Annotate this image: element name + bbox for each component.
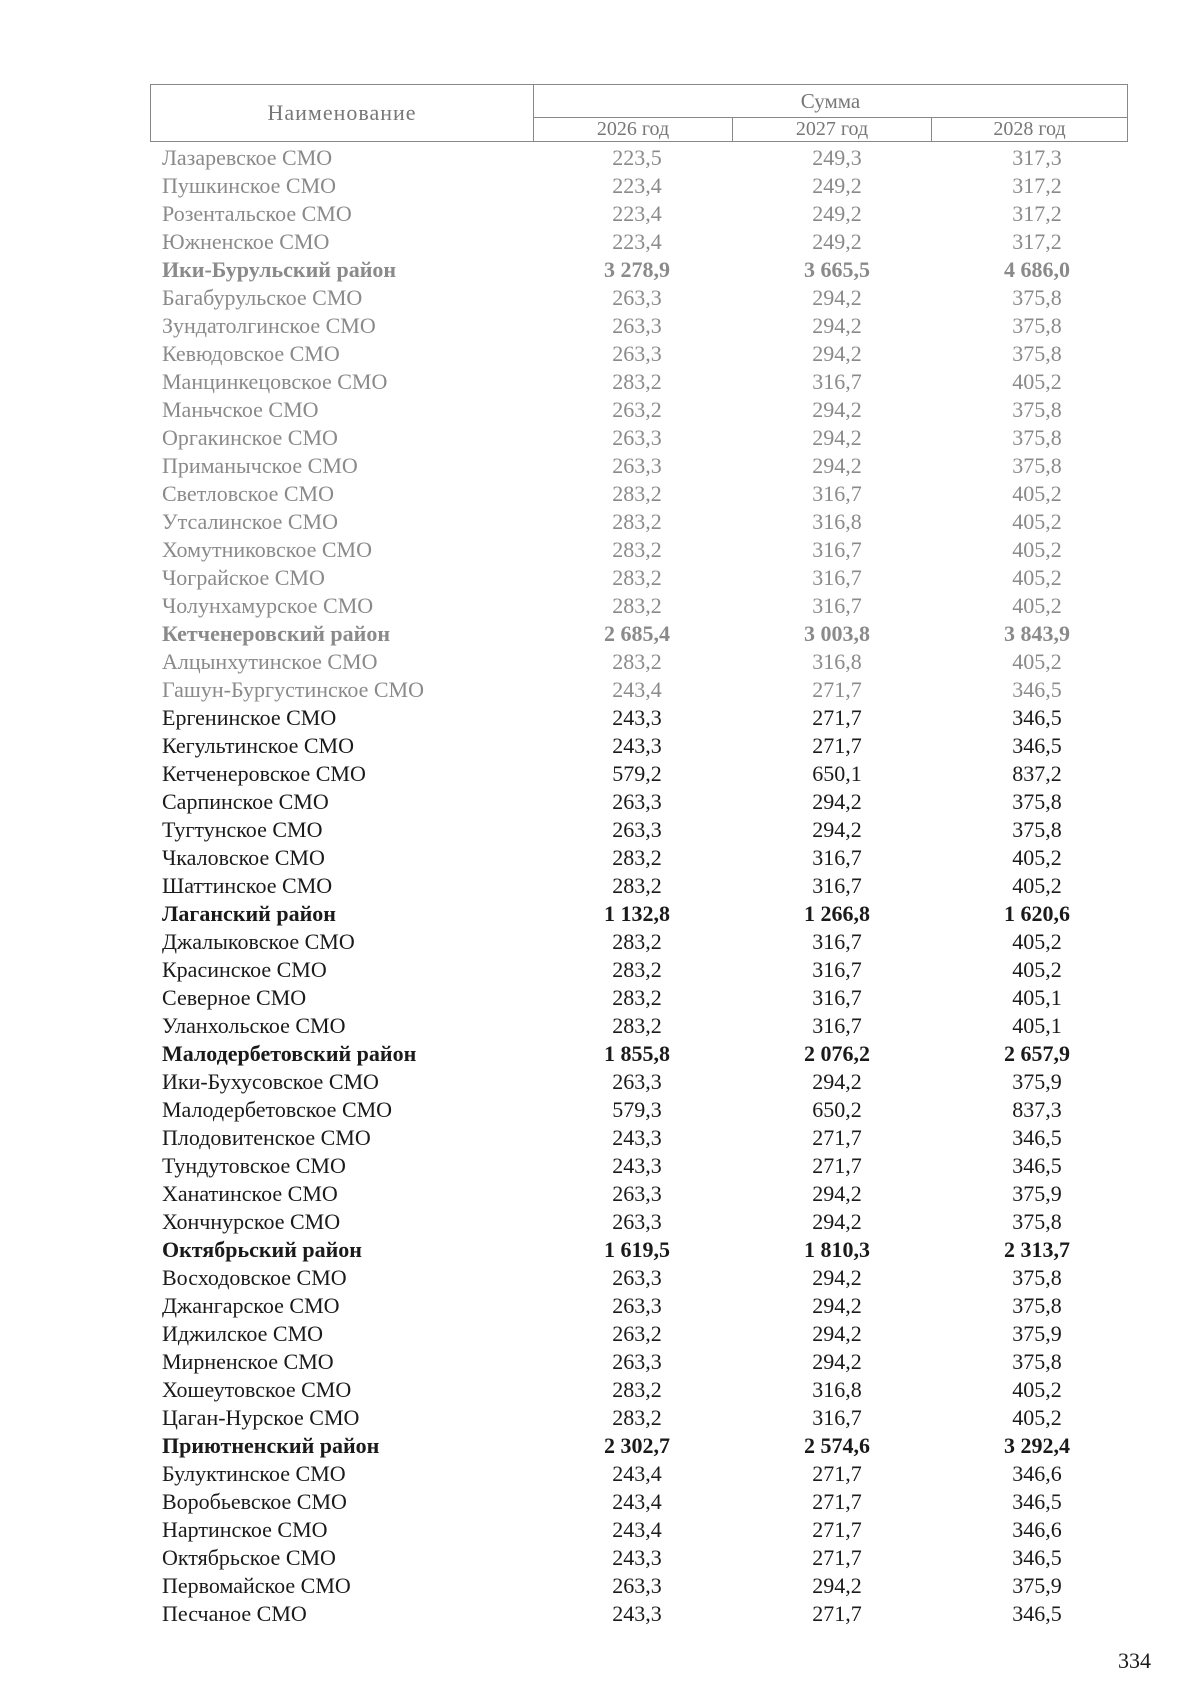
row-name: Хомутниковское СМО xyxy=(162,537,372,562)
row-value-2026: 263,3 xyxy=(612,1349,662,1374)
row-name: Светловское СМО xyxy=(162,481,334,506)
header-year-2028: 2028 год xyxy=(993,118,1066,140)
row-value-2026: 223,4 xyxy=(612,173,662,198)
row-name: Зундатолгинское СМО xyxy=(162,313,376,338)
row-value-2028: 375,8 xyxy=(1012,285,1062,310)
row-name: Джангарское СМО xyxy=(162,1293,340,1318)
row-value-2026: 243,4 xyxy=(612,1517,662,1542)
row-value-2027: 271,7 xyxy=(812,1601,862,1626)
row-value-2026: 243,3 xyxy=(612,1153,662,1178)
row-value-2026: 243,4 xyxy=(612,1489,662,1514)
table-row xyxy=(0,1376,1200,1404)
row-value-2027: 271,7 xyxy=(812,705,862,730)
row-value-2028: 405,2 xyxy=(1012,845,1062,870)
row-value-2027: 650,1 xyxy=(812,761,862,786)
header-name: Наименование xyxy=(151,85,534,141)
row-value-2028: 405,2 xyxy=(1012,957,1062,982)
row-value-2027: 316,7 xyxy=(812,845,862,870)
row-value-2028: 375,9 xyxy=(1012,1573,1062,1598)
table-row xyxy=(0,1264,1200,1292)
table-row xyxy=(0,172,1200,200)
row-name: Цаган-Нурское СМО xyxy=(162,1405,360,1430)
row-value-2026: 243,3 xyxy=(612,705,662,730)
row-value-2028: 346,6 xyxy=(1012,1461,1062,1486)
table-row xyxy=(0,648,1200,676)
table-row xyxy=(0,1320,1200,1348)
table-row xyxy=(0,676,1200,704)
row-value-2028: 375,8 xyxy=(1012,453,1062,478)
row-value-2026: 243,3 xyxy=(612,1125,662,1150)
row-value-2028: 4 686,0 xyxy=(1004,257,1070,282)
row-name: Кетченеровский район xyxy=(162,621,391,646)
row-value-2028: 346,5 xyxy=(1012,1545,1062,1570)
row-name: Северное СМО xyxy=(162,985,307,1010)
row-value-2027: 271,7 xyxy=(812,1545,862,1570)
row-value-2027: 294,2 xyxy=(812,789,862,814)
row-value-2026: 283,2 xyxy=(612,649,662,674)
row-name: Первомайское СМО xyxy=(162,1573,351,1598)
row-value-2027: 271,7 xyxy=(812,677,862,702)
row-name: Хошеутовское СМО xyxy=(162,1377,352,1402)
row-value-2026: 1 855,8 xyxy=(604,1041,670,1066)
row-value-2026: 283,2 xyxy=(612,593,662,618)
row-value-2028: 837,3 xyxy=(1012,1097,1062,1122)
row-value-2027: 3 003,8 xyxy=(804,621,870,646)
row-value-2028: 375,8 xyxy=(1012,397,1062,422)
row-name: Гашун-Бургустинское СМО xyxy=(162,677,425,702)
row-name: Южненское СМО xyxy=(162,229,330,254)
row-value-2028: 317,2 xyxy=(1012,229,1062,254)
row-value-2026: 263,3 xyxy=(612,341,662,366)
row-value-2028: 375,8 xyxy=(1012,1349,1062,1374)
row-value-2026: 1 619,5 xyxy=(604,1237,670,1262)
table-row xyxy=(0,1124,1200,1152)
row-value-2028: 375,8 xyxy=(1012,1293,1062,1318)
row-name: Воробьевское СМО xyxy=(162,1489,347,1514)
row-name: Ергенинское СМО xyxy=(162,705,337,730)
row-name: Хончнурское СМО xyxy=(162,1209,341,1234)
row-value-2028: 405,2 xyxy=(1012,929,1062,954)
row-name: Иджилское СМО xyxy=(162,1321,324,1346)
row-value-2028: 375,8 xyxy=(1012,817,1062,842)
row-value-2027: 316,7 xyxy=(812,1405,862,1430)
row-value-2028: 837,2 xyxy=(1012,761,1062,786)
table-row xyxy=(0,1348,1200,1376)
row-value-2028: 346,5 xyxy=(1012,1153,1062,1178)
row-value-2028: 317,2 xyxy=(1012,173,1062,198)
district-row xyxy=(0,900,1200,928)
row-value-2027: 316,8 xyxy=(812,509,862,534)
row-name: Малодербетовское СМО xyxy=(162,1097,393,1122)
row-value-2027: 294,2 xyxy=(812,1209,862,1234)
row-value-2028: 346,5 xyxy=(1012,677,1062,702)
row-value-2028: 405,2 xyxy=(1012,649,1062,674)
row-value-2028: 375,8 xyxy=(1012,341,1062,366)
row-name: Чограйское СМО xyxy=(162,565,325,590)
row-name: Чкаловское СМО xyxy=(162,845,325,870)
district-row xyxy=(0,1236,1200,1264)
row-value-2026: 2 302,7 xyxy=(604,1433,670,1458)
table-row xyxy=(0,480,1200,508)
table-row xyxy=(0,760,1200,788)
row-value-2027: 271,7 xyxy=(812,1489,862,1514)
table-row xyxy=(0,452,1200,480)
row-value-2026: 263,3 xyxy=(612,1573,662,1598)
row-value-2027: 294,2 xyxy=(812,1349,862,1374)
table-row xyxy=(0,340,1200,368)
row-name: Чолунхамурское СМО xyxy=(162,593,374,618)
row-name: Ханатинское СМО xyxy=(162,1181,338,1206)
table-row xyxy=(0,984,1200,1012)
row-name: Малодербетовский район xyxy=(162,1041,417,1066)
row-value-2026: 283,2 xyxy=(612,1377,662,1402)
row-value-2028: 405,2 xyxy=(1012,593,1062,618)
table-row xyxy=(0,368,1200,396)
table-row xyxy=(0,592,1200,620)
row-value-2026: 283,2 xyxy=(612,929,662,954)
table-row xyxy=(0,816,1200,844)
row-name: Пушкинское СМО xyxy=(162,173,337,198)
row-value-2027: 271,7 xyxy=(812,1461,862,1486)
table-row xyxy=(0,312,1200,340)
table-row xyxy=(0,1460,1200,1488)
row-value-2028: 375,9 xyxy=(1012,1321,1062,1346)
table-row xyxy=(0,144,1200,172)
row-value-2026: 223,4 xyxy=(612,201,662,226)
row-name: Кетченеровское СМО xyxy=(162,761,366,786)
row-value-2027: 271,7 xyxy=(812,1517,862,1542)
row-value-2028: 405,2 xyxy=(1012,1377,1062,1402)
table-row xyxy=(0,200,1200,228)
row-name: Ики-Бурульский район xyxy=(162,257,397,282)
row-value-2028: 405,2 xyxy=(1012,873,1062,898)
row-value-2026: 223,5 xyxy=(612,145,662,170)
row-value-2026: 283,2 xyxy=(612,873,662,898)
table-row xyxy=(0,508,1200,536)
row-value-2026: 283,2 xyxy=(612,481,662,506)
row-value-2026: 263,3 xyxy=(612,789,662,814)
row-name: Октябрьское СМО xyxy=(162,1545,336,1570)
table-row xyxy=(0,704,1200,732)
row-value-2026: 243,4 xyxy=(612,1461,662,1486)
row-value-2027: 294,2 xyxy=(812,313,862,338)
row-value-2027: 294,2 xyxy=(812,425,862,450)
row-value-2028: 346,6 xyxy=(1012,1517,1062,1542)
row-value-2026: 263,3 xyxy=(612,313,662,338)
row-name: Лазаревское СМО xyxy=(162,145,333,170)
row-value-2026: 243,3 xyxy=(612,733,662,758)
row-name: Ики-Бухусовское СМО xyxy=(162,1069,379,1094)
table-row xyxy=(0,1292,1200,1320)
row-value-2027: 316,7 xyxy=(812,537,862,562)
row-name: Приютненский район xyxy=(162,1433,380,1458)
row-value-2028: 375,8 xyxy=(1012,313,1062,338)
row-name: Маньчское СМО xyxy=(162,397,319,422)
row-name: Утсалинское СМО xyxy=(162,509,338,534)
row-value-2027: 294,2 xyxy=(812,1181,862,1206)
row-value-2027: 271,7 xyxy=(812,1153,862,1178)
row-value-2028: 2 313,7 xyxy=(1004,1237,1070,1262)
row-name: Тундутовское СМО xyxy=(162,1153,346,1178)
row-value-2026: 243,4 xyxy=(612,677,662,702)
table-row xyxy=(0,844,1200,872)
row-name: Приманычское СМО xyxy=(162,453,358,478)
district-row xyxy=(0,1040,1200,1068)
row-value-2026: 283,2 xyxy=(612,565,662,590)
row-name: Булуктинское СМО xyxy=(162,1461,346,1486)
table-row xyxy=(0,1096,1200,1124)
row-value-2027: 294,2 xyxy=(812,1573,862,1598)
table-row xyxy=(0,956,1200,984)
row-value-2026: 263,3 xyxy=(612,285,662,310)
row-value-2026: 263,3 xyxy=(612,453,662,478)
row-value-2027: 316,8 xyxy=(812,1377,862,1402)
table-row xyxy=(0,424,1200,452)
row-name: Тугтунское СМО xyxy=(162,817,323,842)
row-value-2027: 294,2 xyxy=(812,1321,862,1346)
row-value-2026: 263,3 xyxy=(612,1069,662,1094)
row-value-2027: 294,2 xyxy=(812,341,862,366)
row-name: Октябрьский район xyxy=(162,1237,362,1262)
row-value-2026: 579,2 xyxy=(612,761,662,786)
row-value-2026: 283,2 xyxy=(612,369,662,394)
row-name: Оргакинское СМО xyxy=(162,425,338,450)
row-value-2028: 405,2 xyxy=(1012,481,1062,506)
row-name: Манцинкецовское СМО xyxy=(162,369,388,394)
row-value-2026: 263,3 xyxy=(612,817,662,842)
page-number: 334 xyxy=(1118,1648,1151,1673)
table-row xyxy=(0,928,1200,956)
row-value-2027: 1 266,8 xyxy=(804,901,870,926)
header-sum: Сумма xyxy=(534,85,1127,118)
row-value-2027: 316,7 xyxy=(812,1013,862,1038)
row-name: Алцынхутинское СМО xyxy=(162,649,378,674)
row-value-2027: 2 076,2 xyxy=(804,1041,870,1066)
row-value-2026: 263,3 xyxy=(612,1265,662,1290)
row-value-2026: 283,2 xyxy=(612,509,662,534)
table-row xyxy=(0,536,1200,564)
table-row xyxy=(0,564,1200,592)
table-row xyxy=(0,284,1200,312)
row-value-2027: 294,2 xyxy=(812,1265,862,1290)
row-value-2028: 375,8 xyxy=(1012,1265,1062,1290)
row-value-2028: 346,5 xyxy=(1012,733,1062,758)
row-value-2028: 405,2 xyxy=(1012,509,1062,534)
row-value-2027: 2 574,6 xyxy=(804,1433,870,1458)
row-value-2028: 346,5 xyxy=(1012,1489,1062,1514)
row-name: Мирненское СМО xyxy=(162,1349,334,1374)
row-name: Нартинское СМО xyxy=(162,1517,328,1542)
row-value-2026: 283,2 xyxy=(612,537,662,562)
row-value-2028: 3 843,9 xyxy=(1004,621,1070,646)
table-body xyxy=(0,144,1200,1628)
table-row xyxy=(0,1488,1200,1516)
row-value-2027: 271,7 xyxy=(812,733,862,758)
row-value-2027: 316,7 xyxy=(812,957,862,982)
table-header xyxy=(150,84,1128,142)
row-value-2027: 316,7 xyxy=(812,985,862,1010)
row-name: Плодовитенское СМО xyxy=(162,1125,371,1150)
row-value-2027: 316,7 xyxy=(812,593,862,618)
table-row xyxy=(0,1012,1200,1040)
row-value-2026: 243,3 xyxy=(612,1601,662,1626)
row-value-2028: 317,3 xyxy=(1012,145,1062,170)
row-value-2026: 283,2 xyxy=(612,845,662,870)
row-value-2027: 294,2 xyxy=(812,397,862,422)
table-row xyxy=(0,1152,1200,1180)
row-value-2027: 316,8 xyxy=(812,649,862,674)
table-row xyxy=(0,396,1200,424)
row-value-2028: 375,9 xyxy=(1012,1069,1062,1094)
row-value-2027: 249,2 xyxy=(812,201,862,226)
row-value-2026: 263,3 xyxy=(612,1181,662,1206)
row-value-2027: 271,7 xyxy=(812,1125,862,1150)
row-name: Лаганский район xyxy=(162,901,336,926)
row-name: Восходовское СМО xyxy=(162,1265,347,1290)
row-value-2027: 316,7 xyxy=(812,481,862,506)
row-value-2027: 294,2 xyxy=(812,453,862,478)
row-value-2026: 263,3 xyxy=(612,425,662,450)
header-year-2027: 2027 год xyxy=(733,118,932,141)
row-value-2027: 294,2 xyxy=(812,1293,862,1318)
table-row xyxy=(0,1600,1200,1628)
row-value-2026: 263,3 xyxy=(612,1209,662,1234)
table-row xyxy=(0,1544,1200,1572)
row-value-2026: 1 132,8 xyxy=(604,901,670,926)
row-value-2028: 3 292,4 xyxy=(1004,1433,1070,1458)
row-value-2028: 346,5 xyxy=(1012,1601,1062,1626)
row-value-2027: 3 665,5 xyxy=(804,257,870,282)
row-value-2028: 405,2 xyxy=(1012,369,1062,394)
row-value-2028: 346,5 xyxy=(1012,1125,1062,1150)
row-value-2026: 283,2 xyxy=(612,957,662,982)
row-name: Шаттинское СМО xyxy=(162,873,333,898)
district-row xyxy=(0,1432,1200,1460)
header-year-2026: 2026 год xyxy=(534,118,733,141)
row-value-2026: 263,3 xyxy=(612,1293,662,1318)
row-value-2028: 405,2 xyxy=(1012,537,1062,562)
row-name: Багабурульское СМО xyxy=(162,285,363,310)
row-value-2028: 375,9 xyxy=(1012,1181,1062,1206)
row-value-2027: 650,2 xyxy=(812,1097,862,1122)
row-value-2027: 294,2 xyxy=(812,285,862,310)
row-value-2027: 294,2 xyxy=(812,1069,862,1094)
row-name: Песчаное СМО xyxy=(162,1601,307,1626)
row-value-2026: 3 278,9 xyxy=(604,257,670,282)
row-name: Уланхольское СМО xyxy=(162,1013,346,1038)
table-row xyxy=(0,1572,1200,1600)
row-value-2028: 375,8 xyxy=(1012,1209,1062,1234)
row-value-2028: 2 657,9 xyxy=(1004,1041,1070,1066)
row-name: Кевюдовское СМО xyxy=(162,341,340,366)
row-name: Красинское СМО xyxy=(162,957,327,982)
district-row xyxy=(0,620,1200,648)
row-value-2027: 249,2 xyxy=(812,173,862,198)
row-value-2028: 317,2 xyxy=(1012,201,1062,226)
row-name: Розентальское СМО xyxy=(162,201,352,226)
row-value-2026: 243,3 xyxy=(612,1545,662,1570)
district-row xyxy=(0,256,1200,284)
table-row xyxy=(0,228,1200,256)
table-row xyxy=(0,1180,1200,1208)
row-name: Кегультинское СМО xyxy=(162,733,354,758)
row-value-2026: 263,2 xyxy=(612,397,662,422)
row-value-2028: 346,5 xyxy=(1012,705,1062,730)
row-value-2026: 223,4 xyxy=(612,229,662,254)
row-value-2028: 375,8 xyxy=(1012,789,1062,814)
row-value-2026: 2 685,4 xyxy=(604,621,670,646)
row-value-2028: 375,8 xyxy=(1012,425,1062,450)
table-row xyxy=(0,1516,1200,1544)
row-value-2027: 316,7 xyxy=(812,565,862,590)
row-value-2027: 1 810,3 xyxy=(804,1237,870,1262)
table-row xyxy=(0,1208,1200,1236)
row-value-2027: 249,2 xyxy=(812,229,862,254)
row-value-2027: 294,2 xyxy=(812,817,862,842)
row-value-2028: 405,1 xyxy=(1012,985,1062,1010)
row-value-2026: 579,3 xyxy=(612,1097,662,1122)
row-value-2028: 1 620,6 xyxy=(1004,901,1070,926)
row-value-2026: 283,2 xyxy=(612,1013,662,1038)
row-value-2026: 263,2 xyxy=(612,1321,662,1346)
row-value-2026: 283,2 xyxy=(612,1405,662,1430)
row-value-2027: 316,7 xyxy=(812,873,862,898)
row-name: Сарпинское СМО xyxy=(162,789,329,814)
row-value-2027: 249,3 xyxy=(812,145,862,170)
row-name: Джалыковское СМО xyxy=(162,929,355,954)
row-value-2028: 405,2 xyxy=(1012,1405,1062,1430)
table-row xyxy=(0,872,1200,900)
row-value-2026: 283,2 xyxy=(612,985,662,1010)
row-value-2028: 405,2 xyxy=(1012,565,1062,590)
row-value-2027: 316,7 xyxy=(812,369,862,394)
table-row xyxy=(0,732,1200,760)
row-value-2027: 316,7 xyxy=(812,929,862,954)
row-value-2028: 405,1 xyxy=(1012,1013,1062,1038)
table-row xyxy=(0,788,1200,816)
table-row xyxy=(0,1068,1200,1096)
table-row xyxy=(0,1404,1200,1432)
